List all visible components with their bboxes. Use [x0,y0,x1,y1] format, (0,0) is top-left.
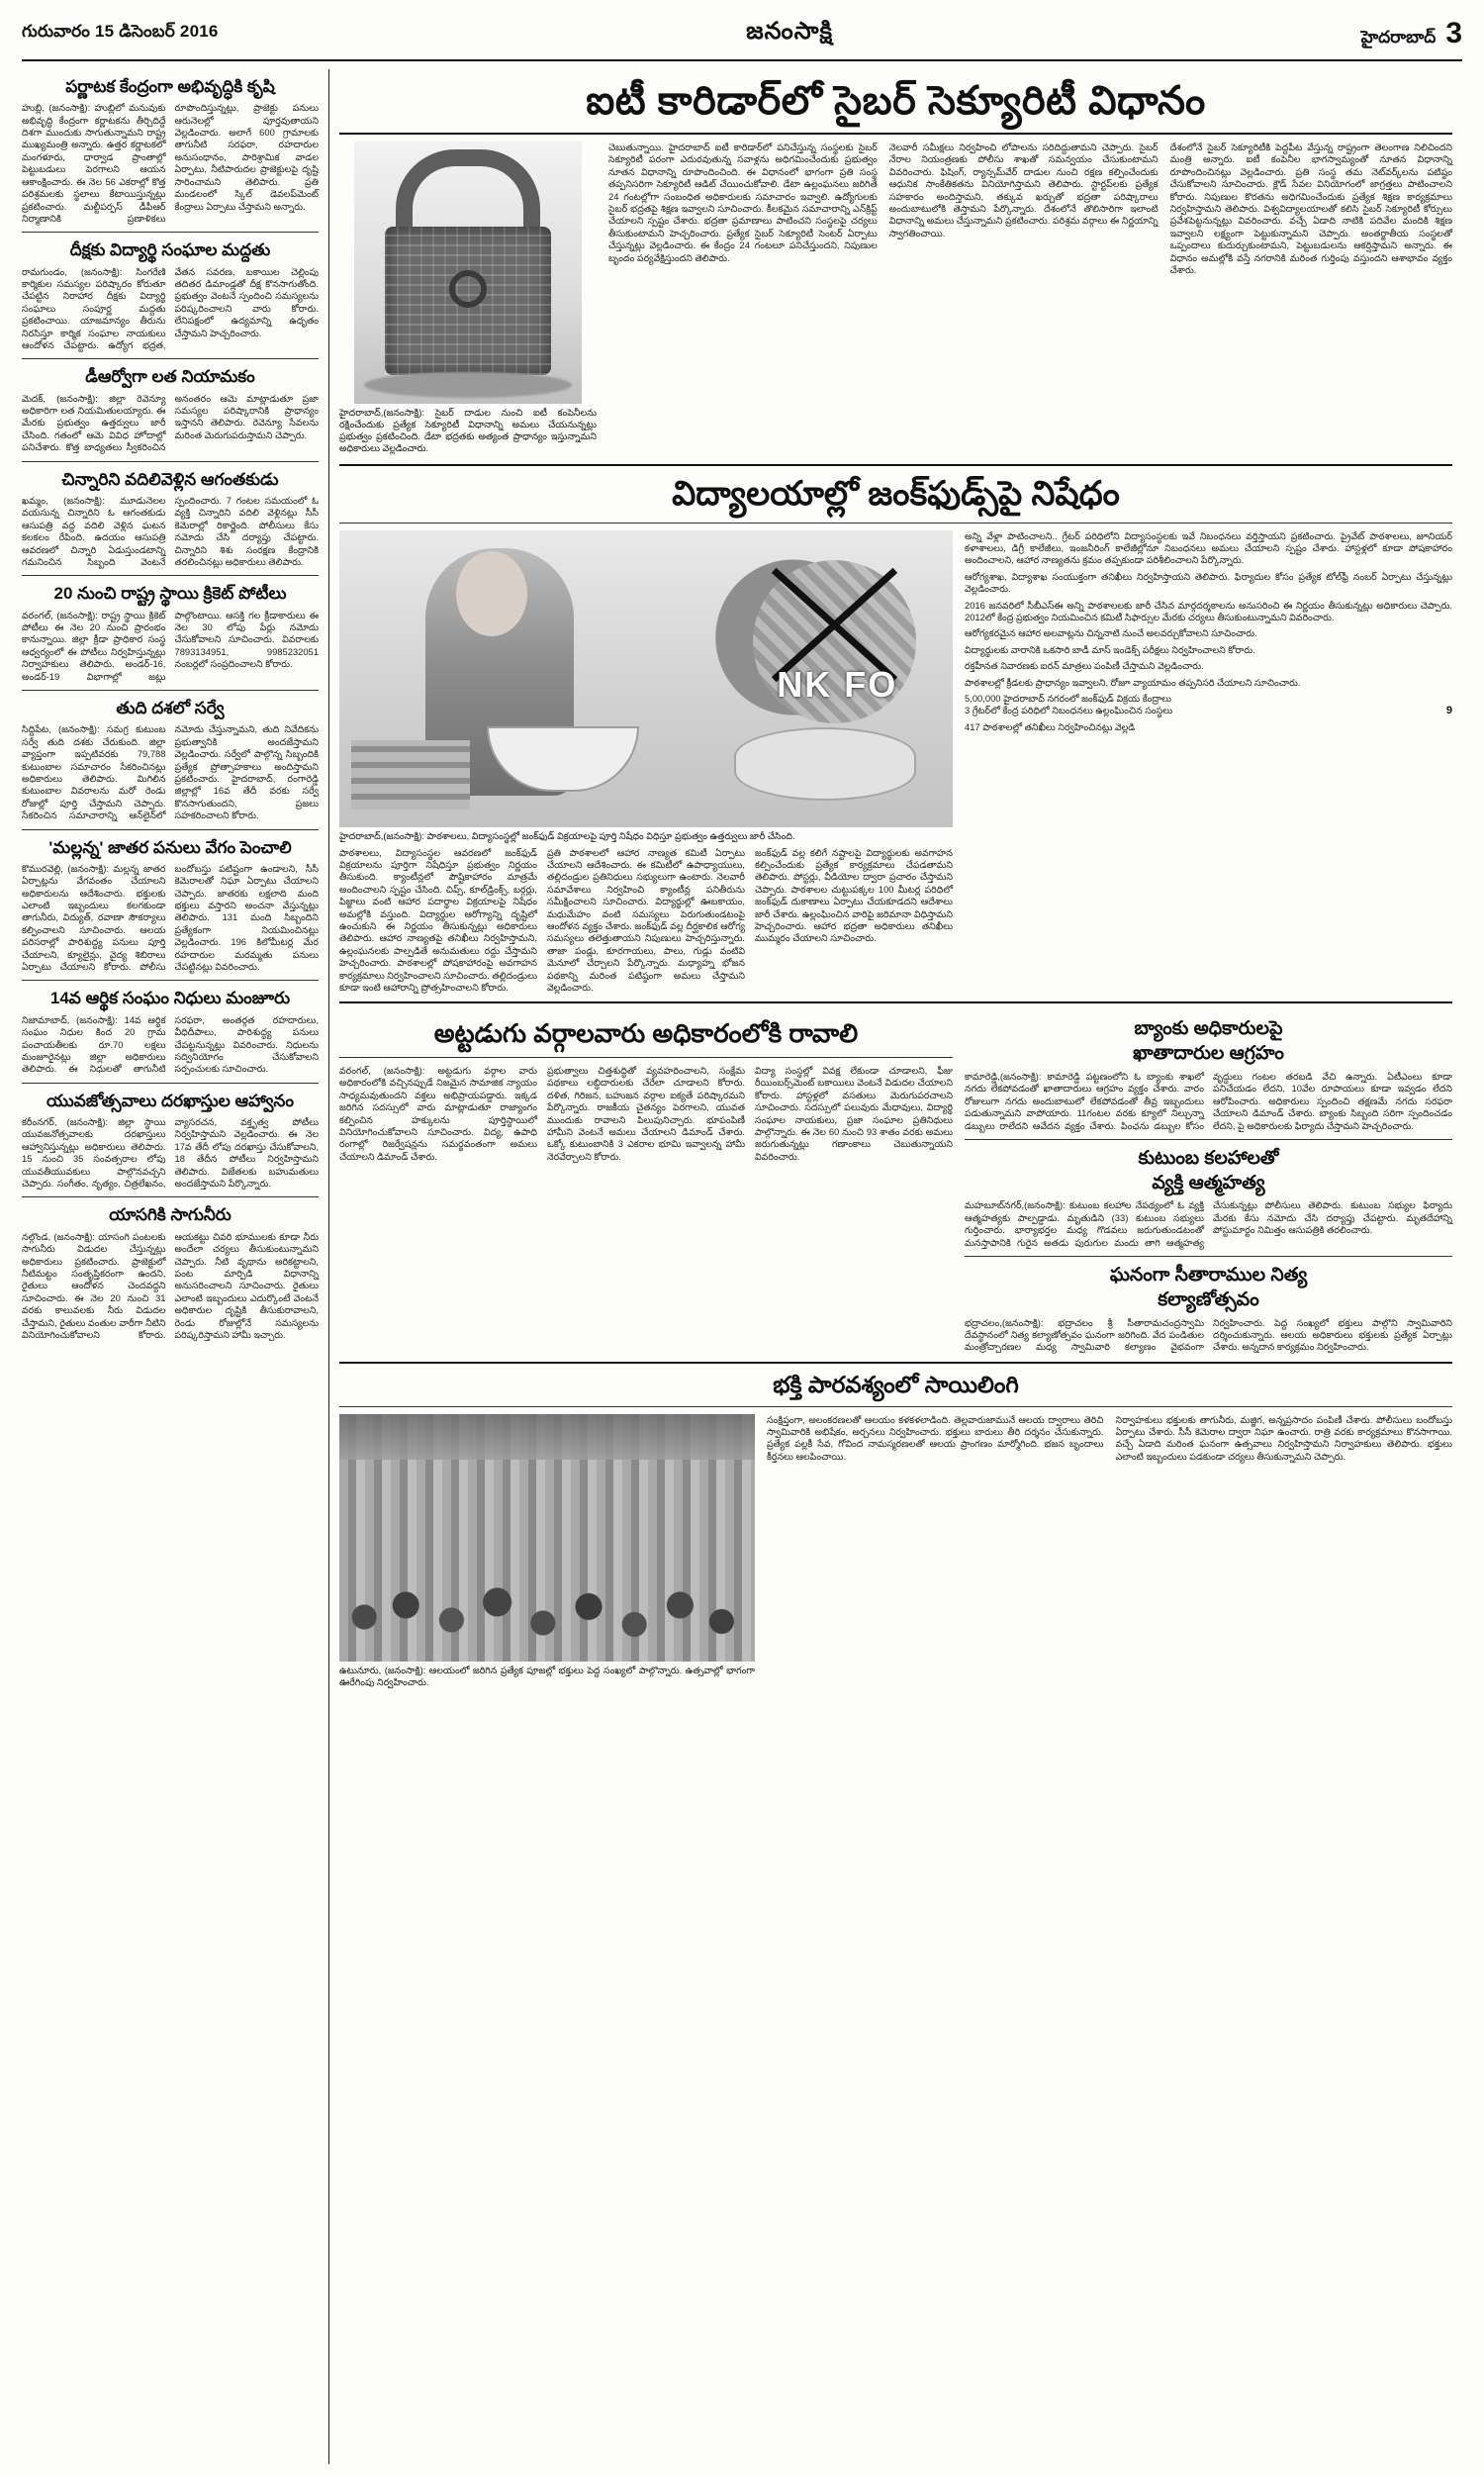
article-body: కొమురవెల్లి, (జనంసాక్షి): మల్లన్న జాతర ఏర్పాట్లను వేగవంతం చేయాలని అధికారులను ఆదేశించారు. భక్తులకు ఎలాంటి ఇబ్బందులు కలగకుండా తాగునీరు, విద్యుత్, రవాణా సౌకర్యాలు కల్పించాలని సూచించారు. ఆలయ పరిసరాల్లో పారిశుద్ధ్య పనులు పూర్తి చేయాలని, క్యూలైన్లు, వైద్య శిబిరాలు ఏర్పాటు చేయాలని కోరారు. పోలీసు బందోబస్తు పటిష్టంగా ఉండాలని, సీసీ కెమెరాలతో నిఘా ఏర్పాటు చేయాలని చెప్పారు. జాతరకు లక్షలాది మంది భక్తులు వస్తారని అంచనా వేస్తున్నట్లు తెలిపారు. 131 మంది సిబ్బందిని ప్రత్యేకంగా నియమించినట్లు వెల్లడించారు. 196 కిలోమీటర్ల మేర రహదారుల మరమ్మతు పనులు చేపట్టినట్లు వివరించారు. [22,862,319,973]
main-column [329,69,1462,2464]
article-dro-appointment [22,366,319,453]
crowd-photo-wrap [339,1414,755,1688]
cyber-lock-photo [354,142,582,404]
right-side-stories [965,1010,1452,1353]
headline: యువజోత్సవాలు దరఖాస్తుల ఆహ్వానం [46,1091,294,1110]
article-cricket [22,583,319,683]
headline: 20 నుంచి రాష్ట్ర స్థాయి క్రికెట్ పోటీలు [53,584,287,604]
page-body [22,69,1462,2464]
story-col-3: దేశంలోనే సైబర్ సెక్యూరిటీకి పెద్దపీట వేస్తున్న రాష్ట్రంగా తెలంగాణ నిలిచిందని మంత్రి అన్నారు. ఐటీ కంపెనీల భాగస్వామ్యంతో నూతన విధానాన్ని రూపొందించినట్లు వెల్లడించారు. ప్రతి సంస్థ తమ నెట్‌వర్క్‌లను పటిష్ఠం చేసుకోవాలని సూచించారు. క్లౌడ్ సేవల వినియోగంలో జాగ్రత్తలు పాటించాలని కోరారు. నిపుణుల కొరతను అధిగమించేందుకు ప్రత్యేక శిక్షణ కార్యక్రమాలు నిర్వహిస్తామని తెలిపారు. విశ్వవిద్యాలయాలతో కలిసి సైబర్ సెక్యూరిటీ కోర్సులు ప్రవేశపెట్టనున్నట్లు వివరించారు. వచ్చే ఏడాది నాటికి పదివేల మందికి శిక్షణ ఇవ్వాలని లక్ష్యంగా పెట్టుకున్నామని చెప్పారు. అంతర్జాతీయ సంస్థలతో ఒప్పందాలు కుదుర్చుకుంటామని, పెట్టుబడులను ఆకర్షిస్తామని అన్నారు. ఈ విధానం అమల్లోకి వస్తే నగరానికి మరింత గుర్తింపు వస్తుందని ఆశాభావం వ్యక్తం చేశారు. [1169,142,1452,276]
junk-food-photo-label: NK FO [777,663,898,705]
headline-line2: కల్యాణోత్సవం [1158,1288,1259,1310]
junk-food-photo [339,530,953,827]
article-students-support [22,239,319,351]
story-bank-protest [965,1017,1452,1132]
story-sitarama-kalyanam [965,1264,1452,1354]
article-body: నల్గొండ, (జనంసాక్షి): యాసంగి పంటలకు సాగునీరు విడుదల చేస్తున్నట్లు అధికారులు ప్రకటించారు. ప్రాజెక్టులో నీటిమట్టం సంతృప్తికరంగా ఉందని, రైతులు ఆందోళన చెందవద్దని సూచించారు. ఈ నెల 20 నుంచి 31 వరకు కాలువలకు నీరు విడుదల చేస్తామని, రైతులు వంతుల వారీగా నీటిని వినియోగించుకోవాలని కోరారు. ఆయకట్టు చివరి భూములకు కూడా నీరు అందేలా చర్యలు తీసుకుంటున్నామని చెప్పారు. నీటి వృథాను అరికట్టాలని, పంట మార్పిడి విధానాన్ని అనుసరించాలని సూచించారు. రైతులు ఎలాంటి ఇబ్బందులు ఎదుర్కొంటే వెంటనే అధికారుల దృష్టికి తీసుకురావాలని, రెండు రోజుల్లోనే సమస్యలను పరిష్కరిస్తామని హామీ ఇచ్చారు. [22,1230,319,1340]
article-body: మెదక్, (జనంసాక్షి): జిల్లా రెవెన్యూ అధికారిగా లత నియమితులయ్యారు. ఈ మేరకు ప్రభుత్వం ఉత్తర్వులు జారీ చేసింది. గతంలో ఆమె వివిధ హోదాల్లో పనిచేశారు. కొత్త బాధ్యతలు స్వీకరించిన అనంతరం ఆమె మాట్లాడుతూ ప్రజా సమస్యల పరిష్కారానికి ప్రాధాన్యం ఇస్తానని తెలిపారు. రెవెన్యూ సేవలను మరింత మెరుగుపరుస్తామని చెప్పారు. [22,392,319,453]
headline: యాసగికి సాగునీరు [109,1205,232,1225]
article-youth-festival [22,1091,319,1190]
page-number: 3 [1445,16,1462,49]
bhakti-col-2: నిర్వాహకులు భక్తులకు తాగునీరు, మజ్జిగ, అన్నప్రసాదం పంపిణీ చేశారు. పోలీసులు బందోబస్తు ఏర్పాటు చేశారు. సీసీ కెమెరాల ద్వారా నిఘా ఉంచారు. రాత్రి వరకు కార్యక్రమాలు కొనసాగాయి. వచ్చే ఏడాది మరింత ఘనంగా ఉత్సవాలు నిర్వహిస్తామని నిర్వాహకులు తెలిపారు. భక్తులు ఎలాంటి ఇబ్బందులు పడకుండా చర్యలు తీసుకున్నామని చెప్పారు. [1115,1413,1452,1462]
headline-line1: కుటుంబ కలహాలతో [1138,1147,1279,1169]
headline: అట్టడుగు వర్గాలవారు అధికారంలోకి రావాలి [433,1018,859,1049]
headline: భక్తి పారవశ్యంలో సాయిలింగి [773,1371,1019,1397]
headline: తుది దశలో సర్వే [116,699,225,718]
story-col-2: నెలవారీ సమీక్షలు నిర్వహించి లోపాలను సరిదిద్దుతామని చెప్పారు. సైబర్ నేరాల నియంత్రణకు పోలీసు శాఖతో సమన్వయం చేసుకుంటామని వివరించారు. ఫిషింగ్, ర్యాన్సమ్‌వేర్ దాడుల నుంచి రక్షణ కల్పించేందుకు ఆధునిక సాంకేతికతను వినియోగిస్తామని తెలిపారు. స్టార్టప్‌లకు ప్రత్యేక సహకారం అందిస్తామని, తక్కువ ఖర్చుతో భద్రతా పరిష్కారాలు అందుబాటులోకి తెస్తామని పేర్కొన్నారు. దేశంలోనే తొలిసారిగా ఇలాంటి విధానాన్ని అమలు చేస్తున్నామని ప్రకటించారు. పరిశ్రమ వర్గాలు ఈ నిర్ణయాన్ని స్వాగతించాయి. [888,142,1159,238]
headline: దీక్షకు విద్యార్థి సంఘాల మద్దతు [69,240,271,260]
headline-line1: బ్యాంకు అధికారులపై [1134,1018,1283,1040]
article-body: ఖమ్మం, (జనంసాక్షి): మూడునెలల వయసున్న చిన్నారిని ఓ ఆగంతకుడు ఆసుపత్రి వద్ద వదిలి వెళ్లిన ఘటన కలకలం రేపింది. ఉదయం ఆసుపత్రి ఆవరణలో చిన్నారి ఏడుస్తుండటాన్ని గమనించిన సిబ్బంది వెంటనే స్పందించారు. 7 గంటల సమయంలో ఓ వ్యక్తి చిన్నారిని వదిలి వెళ్లినట్లు సీసీ కెమెరాల్లో రికార్డైంది. పోలీసులు కేసు నమోదు చేసి దర్యాప్తు చేపట్టారు. చిన్నారిని శిశు సంరక్షణ కేంద్రానికి తరలించినట్లు అధికారులు తెలిపారు. [22,494,319,567]
story-cyber-security [339,76,1452,454]
stat-violation-count: 9 [1445,705,1452,717]
headline: చిన్నారిని వదిలివెళ్లిన ఆగంతకుడు [61,469,279,489]
note-2: 2016 జనవరిలో సీబీఎస్‌ఈ అన్ని పాఠశాలలకు జారీ చేసిన మార్గదర్శకాలను అనుసరించి ఈ నిర్ణయం తీసుకున్నట్లు అధికారులు చెప్పారు. 2012లో కేంద్ర ప్రభుత్వం నియమించిన కమిటీ సిఫార్సుల మేరకు చర్యలు తీసుకుంటున్నామని వివరించారు. [965,599,1452,622]
note-6: పాఠశాలల్లో క్రీడలకు ప్రాధాన్యం ఇవ్వాలని, రోజూ వ్యాయామం తప్పనిసరి చేయాలని సూచించారు. [965,676,1301,688]
edition-block [1361,17,1462,51]
publication-date: గురువారం 15 డిసెంబర్ 2016 [22,22,219,41]
article-body: కరీంనగర్, (జనంసాక్షి): జిల్లా స్థాయి యువజనోత్సవాలకు దరఖాస్తులు ఆహ్వానిస్తున్నట్లు అధికారులు తెలిపారు. 15 నుంచి 35 సంవత్సరాల లోపు యువతీయువకులు పాల్గొనవచ్చని చెప్పారు. సంగీతం, నృత్యం, చిత్రలేఖనం, వ్యాసరచన, వక్తృత్వ పోటీలు నిర్వహిస్తామని వెల్లడించారు. ఈ నెల 17వ తేదీ లోపు దరఖాస్తు చేసుకోవాలని, 18 తేదీన పోటీలు నిర్వహిస్తామని తెలిపారు. విజేతలకు బహుమతులు అందజేస్తామని పేర్కొన్నారు. [22,1116,319,1190]
note-4: విద్యార్థులకు వారానికి ఒకసారి బాడీ మాస్ ఇండెక్స్ పరీక్షలు నిర్వహించాలని కోరారు. [965,643,1255,655]
article-body: హుబ్లి, (జనంసాక్షి): హుబ్లిలో మనువుకు అభివృద్ధి కేంద్రంగా కర్ణాటకను తీర్చిదిద్దే దిశగా ముందుకు సాగుతున్నామని రాష్ట్ర ముఖ్యమంత్రి అన్నారు. ఉత్తర కర్ణాటకలో మంగళూరు, ధార్వాడ ప్రాంతాల్లో పెట్టుబడులు పెరగాలని ఆయన ఆకాంక్షించారు. ఈ నెల 56 ఎకరాల్లో కొత్త పరిశ్రమలకు స్థలాలు కేటాయిస్తున్నట్లు ప్రకటించారు. మల్టీపర్పస్ డీపీఆర్ నిర్మాణానికి ప్రణాళికలు రూపొందిస్తున్నట్లు, ప్రాజెక్టు పనులు ఆరునెలల్లో పూర్తవుతాయని వెల్లడించారు. అలాగే 600 గ్రామాలకు తాగునీటి సరఫరా, రహదారుల అనుసంధానం, పారిశ్రామిక వాడల ఏర్పాటు, నీటిపారుదల ప్రాజెక్టులపై దృష్టి సారించామని తెలిపారు. ప్రతి మండలంలో స్కిల్ డెవలప్‌మెంట్ కేంద్రాలు ఏర్పాటు చేస్తామని అన్నారు. [22,102,319,224]
article-body: వరంగల్, (జనంసాక్షి): రాష్ట్ర స్థాయి క్రికెట్ పోటీలు ఈ నెల 20 నుంచి ప్రారంభం కానున్నాయి. జిల్లా క్రీడా ప్రాధికార సంస్థ ఆధ్వర్యంలో ఈ పోటీలు నిర్వహిస్తున్నట్లు నిర్వాహకులు తెలిపారు. అండర్-16, అండర్-19 విభాగాల్లో జట్లు పాల్గొంటాయి. ఆసక్తి గల క్రీడాకారులు ఈ నెల 30 లోపు పేర్లు నమోదు చేసుకోవాలని సూచించారు. వివరాలకు 7893134951, 9985232051 నంబర్లలో సంప్రదించాలని కోరారు. [22,609,319,682]
stat-violations: 3 గ్రేటర్‌లో కేంద్ర పరిధిలో నిబంధనలు ఉల్లంఘించిన సంస్థలు [965,705,1173,716]
story-col-1: చెబుతున్నాయి. హైదరాబాద్ ఐటీ కారిడార్‌లో పనిచేస్తున్న సంస్థలకు సైబర్ సెక్యూరిటీ పరంగా ఎదురవుతున్న సవాళ్లను అధిగమించేందుకు ప్రభుత్వం నూతన విధానాన్ని రూపొందించింది. ఈ విధానంలో భాగంగా ప్రతి సంస్థ తప్పనిసరిగా సెక్యూరిటీ ఆడిట్ చేయించుకోవాలి. డేటా ఉల్లంఘనలు జరిగితే 24 గంటల్లోగా సంబంధిత అధికారులకు సమాచారం ఇవ్వాలి. ఉద్యోగులకు సైబర్ భద్రతపై శిక్షణ ఇవ్వాలని సూచించారు. కీలకమైన సమాచారాన్ని ఎన్‌క్రిప్ట్ చేయాలని స్పష్టం చేశారు. భద్రతా ప్రమాణాలు పాటించని సంస్థలపై చర్యలు తీసుకుంటామని హెచ్చరించారు. ప్రత్యేక సైబర్ సెక్యూరిటీ సెంటర్ ఏర్పాటు చేస్తున్నట్లు వెల్లడించారు. ఈ కేంద్రం 24 గంటలూ పనిచేస్తుందని, నిపుణుల బృందం పర్యవేక్షిస్తుందని తెలిపారు. [608,142,878,263]
newspaper-logo: జనంసాక్షి [746,17,833,45]
article-body: భద్రాచలం,(జనంసాక్షి): భద్రాచలం శ్రీ సీతారామచంద్రస్వామి దేవస్థానంలో నిత్య కల్యాణోత్సవం ఘనంగా జరిగింది. వేద పండితుల మంత్రోచ్చారణల మధ్య స్వామివారి కల్యాణం వైభవంగా నిర్వహించారు. పెద్ద సంఖ్యలో భక్తులు పాల్గొని స్వామివారిని దర్శించుకున్నారు. ఆలయ అధికారులు భక్తులకు ప్రత్యేక ఏర్పాట్లు చేశారు. అన్నదాన కార్యక్రమం నిర్వహించారు. [965,1316,1452,1353]
article-body: మహబూబ్‌నగర్,(జనంసాక్షి): కుటుంబ కలహాల నేపథ్యంలో ఓ వ్యక్తి ఆత్మహత్యకు పాల్పడ్డాడు. మృతుడిని (33) కుటుంబ సభ్యులు గుర్తించారు. భార్యాభర్తల మధ్య గొడవలు జరుగుతుండటంతో మనస్తాపానికి గురైన అతడు పురుగుల మందు తాగి ఆత్మహత్య చేసుకున్నట్లు పోలీసులు తెలిపారు. కుటుంబ సభ్యుల ఫిర్యాదు మేరకు కేసు నమోదు చేసి దర్యాప్తు చేపట్టారు. మృతదేహాన్ని పోస్టుమార్టం నిమిత్తం ఆసుపత్రికి తరలించారు. [965,1199,1452,1248]
headline: 14వ ఆర్థిక సంఘం నిధులు మంజూరు [49,989,291,1008]
article-mallanna-jatara [22,837,319,974]
photo-caption: హైదరాబాద్,(జనంసాక్షి): పాఠశాలలు, విద్యాసంస్థల్లో జంక్‌ఫుడ్ విక్రయాలపై పూర్తి నిషేధం విధిస్తూ ప్రభుత్వం ఉత్తర్వులు జారీ చేసింది. [339,829,795,841]
sj-col-2: ప్రభుత్వాలు చిత్తశుద్ధితో వ్యవహరించాలని, సంక్షేమ పథకాలు లబ్ధిదారులకు చేరేలా చూడాలని కోరారు. దళిత, గిరిజన, బహుజన వర్గాల ఐక్యతే పరిష్కారమని పేర్కొన్నారు. రాజకీయ చైతన్యం పెరగాలని, యువత ముందుకు రావాలని పిలుపునిచ్చారు. భూపంపిణీ హామీని వెంటనే అమలు చేయాలని డిమాండ్ చేశారు. ఒక్కో కుటుంబానికి 3 ఎకరాల భూమి ఇవ్వాలన్న హామీ నెరవేర్చాలని కోరారు. [547,1064,745,1162]
masthead [22,14,1462,61]
sj-col-3: విద్యా సంస్థల్లో వివక్ష లేకుండా చూడాలని, ఫీజు రీయింబర్స్‌మెంట్ బకాయిలు వెంటనే విడుదల చేయాలని కోరారు. హాస్టళ్లలో వసతులు మెరుగుపరచాలని సూచించారు. సదస్సులో పలువురు మేధావులు, విద్యార్థి సంఘాల నాయకులు, ప్రజా సంఘాల ప్రతినిధులు పాల్గొన్నారు. ఈ నెల 60 నుంచి 93 శాతం వరకు అమలు జరుగుతున్నట్లు గణాంకాలు చెబుతున్నాయని వివరించారు. [755,1064,953,1162]
headline: పర్ణాటక కేంద్రంగా అభివృద్ధికి కృషి [65,77,275,96]
story-junk-food [339,473,1452,994]
article-body: సిద్దిపేట, (జనంసాక్షి): సమగ్ర కుటుంబ సర్వే తుది దశకు చేరుకుంది. జిల్లా వ్యాప్తంగా ఇప్పటివరకు 79,788 కుటుంబాల సమాచారం సేకరించినట్లు అధికారులు తెలిపారు. మిగిలిన కుటుంబాల వివరాలను మరో రెండు రోజుల్లో పూర్తి చేస్తామని చెప్పారు. సేకరించిన సమాచారాన్ని ఆన్‌లైన్‌లో నమోదు చేస్తున్నామని, తుది నివేదికను ప్రభుత్వానికి అందజేస్తామని వెల్లడించారు. సర్వేలో పాల్గొన్న సిబ్బందికి ప్రత్యేక ప్రోత్సాహకాలు అందిస్తామని ప్రకటించారు. హైదరాబాద్, రంగారెడ్డి జిల్లాల్లో 16వ తేదీ వరకు సర్వే కొనసాగుతుందని, ప్రజలు సహకరించాలని కోరారు. [22,723,319,821]
headline: డీఆర్వోగా లత నియామకం [85,367,255,387]
headline-line2: ఖాతాదారుల ఆగ్రహం [1133,1043,1284,1065]
article-survey [22,698,319,822]
article-body: కామారెడ్డి,(జనంసాక్షి): కామారెడ్డి పట్టణంలోని ఓ బ్యాంకు శాఖలో నగదు లేకపోవడంతో ఖాతాదారులు ఆగ్రహం వ్యక్తం చేశారు. వారం రోజులుగా నగదు అందుబాటులో లేకపోవడంతో తీవ్ర ఇబ్బందులు పడుతున్నామని వాపోయారు. 11గంటల వరకు క్యూలో నిల్చున్నా డబ్బులు రాలేదని ఆవేదన వ్యక్తం చేశారు. పింఛను డబ్బుల కోసం వృద్ధులు గంటల తరబడి వేచి ఉన్నారు. ఏటీఎంలు కూడా పనిచేయడం లేదని, 10వేల రూపాయలు కూడా ఇవ్వడం లేదని ఆరోపించారు. అధికారులు స్పందించి తక్షణమే నగదు సరఫరా చేయాలని డిమాండ్ చేశారు. బ్యాంకు సిబ్బంది సరిగా స్పందించడం లేదని, పై అధికారులకు ఫిర్యాదు చేస్తామని హెచ్చరించారు. [965,1070,1452,1131]
article-body: నిజామాబాద్, (జనంసాక్షి): 14వ ఆర్థిక సంఘం నిధుల కింద 20 గ్రామ పంచాయతీలకు రూ.70 లక్షలు మంజూరైనట్లు జిల్లా అధికారులు తెలిపారు. ఈ నిధులతో తాగునీటి సరఫరా, అంతర్గత రహదారులు, వీధిదీపాలు, పారిశుద్ధ్య పనులు చేపట్టనున్నట్లు వివరించారు. నిధులను సద్వినియోగం చేసుకోవాలని సర్పంచులకు సూచించారు. [22,1013,319,1075]
cyber-lock-photo-wrap [339,142,597,454]
junk-col-2: ప్రతి పాఠశాలలో ఆహార నాణ్యత కమిటీ ఏర్పాటు చేయాలని ఆదేశించారు. ఈ కమిటీలో ఉపాధ్యాయులు, తల్లిదండ్రుల ప్రతినిధులు సభ్యులుగా ఉంటారు. నెలవారీ సమావేశాలు నిర్వహించి క్యాంటీన్ల పనితీరును సమీక్షించాలని సూచించారు. విద్యార్థుల్లో ఊబకాయం, మధుమేహం వంటి సమస్యలు పెరుగుతుండటంపై ఆందోళన వ్యక్తం చేశారు. జంక్‌ఫుడ్ వల్ల దీర్ఘకాలిక ఆరోగ్య సమస్యలు తలెత్తుతాయని నిపుణులు హెచ్చరిస్తున్నారు. తాజా పండ్లు, కూరగాయలు, పాలు, గుడ్లు వంటివి మెనూలో చేర్చాలని పేర్కొన్నారు. మధ్యాహ్న భోజన పథకాన్ని మరింత పటిష్ఠంగా అమలు చేస్తామని వెల్లడించారు. [547,846,745,993]
junk-photo-wrap [339,530,953,995]
sj-col-1: వరంగల్, (జనంసాక్షి): అట్టడుగు వర్గాల వారు అధికారంలోకి వచ్చినప్పుడే నిజమైన సామాజిక న్యాయం సాధ్యమవుతుందని వక్తలు అభిప్రాయపడ్డారు. ఇక్కడ జరిగిన సదస్సులో వారు మాట్లాడుతూ రాజ్యాంగం కల్పించిన హక్కులను పూర్తిస్థాయిలో వినియోగించుకోవాలని సూచించారు. విద్య, ఉపాధి రంగాల్లో రిజర్వేషన్లను సమర్థవంతంగా అమలు చేయాలని డిమాండ్ చేశారు. [339,1064,537,1162]
article-finance-commission [22,988,319,1075]
headline-line2: వ్యక్తి ఆత్మహత్య [1152,1172,1265,1193]
bhakti-col-1: సంక్షిప్తంగా, అలంకరణలతో ఆలయం కళకళలాడింది. తెల్లవారుజామునే ఆలయ ద్వారాలు తెరిచి స్వామివారికి అభిషేకం, అర్చనలు నిర్వహించారు. భక్తులు బారులు తీరి దర్శనం చేసుకున్నారు. ప్రత్యేక పల్లకీ సేవ, గోవింద నామస్మరణలతో ఆలయ ప్రాంగణం మార్మోగింది. భజన బృందాలు కీర్తనలు ఆలపించాయి. [767,1413,1104,1462]
note-5: రక్తహీనత నివారణకు ఐరన్ మాత్రలు పంపిణీ చేస్తామని వెల్లడించారు. [965,660,1204,672]
article-body: రామగుండం, (జనంసాక్షి): సింగరేణి కార్మికుల సమస్యల పరిష్కారం కోరుతూ చేపట్టిన నిరాహార దీక్షకు విద్యార్థి సంఘాలు సంపూర్ణ మద్దతు ప్రకటించాయి. యాజమాన్యం తీరును నిరసిస్తూ కార్మిక సంఘాల నాయకులు ఆందోళన చేపట్టారు. ఉద్యోగ భద్రత, వేతన సవరణ, బకాయిల చెల్లింపు తదితర డిమాండ్లతో దీక్ష కొనసాగుతోంది. ప్రభుత్వం వెంటనే స్పందించి సమస్యలను పరిష్కరించాలని వారు కోరారు. లేనిపక్షంలో ఉద్యమాన్ని ఉధృతం చేస్తామని హెచ్చరించారు. [22,265,319,350]
devotees-crowd-photo [339,1414,755,1662]
left-column [22,69,329,2464]
story-suicide [965,1147,1452,1249]
story-social-justice [339,1010,953,1353]
article-irrigation [22,1204,319,1341]
junk-col-1: పాఠశాలలు, విద్యాసంస్థల ఆవరణలో జంక్‌ఫుడ్ విక్రయాలను పూర్తిగా నిషేధిస్తూ ప్రభుత్వం నిర్ణయం తీసుకుంది. క్యాంటీన్లలో పౌష్టికాహారం మాత్రమే అందించాలని స్పష్టం చేసింది. చిప్స్, కూల్‌డ్రింక్స్, బర్గర్లు, పిజ్జాలు వంటి ఆహార పదార్థాల విక్రయాలపై నిషేధం అమల్లోకి వస్తుంది. విద్యార్థుల ఆరోగ్యాన్ని దృష్టిలో ఉంచుకుని ఈ నిర్ణయం తీసుకున్నట్లు అధికారులు తెలిపారు. ఆహార నాణ్యతపై తనిఖీలు నిర్వహిస్తామని, ఉల్లంఘనలకు పాల్పడితే అనుమతులు రద్దు చేస్తామని హెచ్చరించారు. పాఠశాలల్లో పోషకాహారంపై అవగాహన కార్యక్రమాలు నిర్వహించాలని సూచించారు. తల్లిదండ్రులు కూడా ఇంటి ఆహారాన్ని ప్రోత్సహించాలని కోరారు. [339,846,537,993]
story-bhakti [339,1371,1452,1688]
photo-caption: ఉటునూరు, (జనంసాక్షి): ఆలయంలో జరిగిన ప్రత్యేక పూజల్లో భక్తులు పెద్ద సంఖ్యలో పాల్గొన్నారు. ఉత్సవాల్లో భాగంగా ఊరేగింపు నిర్వహించారు. [339,1664,755,1687]
headline: ఐటీ కారిడార్‌లో సైబర్ సెక్యూరిటీ విధానం [586,79,1206,123]
note-1: ఆరోగ్యశాఖ, విద్యాశాఖ సంయుక్తంగా తనిఖీలు నిర్వహిస్తాయని తెలిపారు. ఫిర్యాదుల కోసం ప్రత్యేక టోల్‌ఫ్రీ నంబర్ ఏర్పాటు చేస్తున్నట్లు వెల్లడించారు. [965,570,1452,595]
photo-caption: హైదరాబాద్,(జనంసాక్షి): సైబర్ దాడుల నుంచి ఐటీ కంపెనీలను రక్షించేందుకు ప్రత్యేక సెక్యూరిటీ విధానాన్ని అమలు చేయనున్నట్లు ప్రభుత్వం ప్రకటించింది. డేటా భద్రతకు అత్యంత ప్రాధాన్యం ఇస్తున్నామని అధికారులు వెల్లడించారు. [339,407,597,453]
article-abandoned-child [22,469,319,569]
headline: 'మల్లన్న' జాతర పనులు వేగం పెంచాలి [48,837,292,857]
headline-line1: ఘనంగా సీతారాముల నిత్య [1109,1265,1308,1286]
stat-inspections: 417 పాఠశాలల్లో తనిఖీలు నిర్వహించినట్లు వెల్లడి [965,720,1136,732]
junk-right-notes [965,530,1452,995]
note-3: ఆరోగ్యకరమైన ఆహార అలవాట్లను చిన్ననాటి నుంచే అలవర్చుకోవాలని సూచించారు. [965,627,1257,639]
stat-total-outlets: 5,00,000 హైదరాబాద్ నగరంలో జంక్‌ఫుడ్ విక్రయ కేంద్రాలు [965,692,1171,704]
headline: విద్యాలయాల్లో జంక్‌ఫుడ్స్‌పై నిషేధం [672,475,1120,513]
edition-name: హైదరాబాద్ [1360,27,1437,47]
note-0: అన్ని వేళ్లా పాటించాలని.. గ్రేటర్ పరిధిలోని విద్యాసంస్థలకు ఇవే నిబంధనలు వర్తిస్తాయని ప్రకటించారు. ప్రైవేట్ పాఠశాలలు, జూనియర్ కళాశాలలు, డిగ్రీ కాలేజీలు, ఇంజనీరింగ్ కాలేజీల్లోనూ నిబంధనలు అమలు చేయాలని స్పష్టం చేశారు. హాస్టళ్లలో కూడా పోషకాహారం అందించాలని, ఆహార నాణ్యతను క్రమం తప్పకుండా పరిశీలించాలని పేర్కొన్నారు. [965,529,1452,566]
junk-col-3: జంక్‌ఫుడ్ వల్ల కలిగే నష్టాలపై విద్యార్థులకు అవగాహన కల్పించేందుకు ప్రత్యేక కార్యక్రమాలు చేపడతామని తెలిపారు. పోస్టర్లు, వీడియోల ద్వారా ప్రచారం చేస్తామని చెప్పారు. పాఠశాలల చుట్టుపక్కల 100 మీటర్ల పరిధిలో జంక్‌ఫుడ్ దుకాణాలు ఏర్పాటు చేయకూడదని ఆదేశాలు జారీ చేశారు. ఉల్లంఘించిన వారిపై జరిమానా విధిస్తామని హెచ్చరించారు. ఆహార భద్రతా అధికారులు తనిఖీలు ముమ్మరం చేయాలని సూచించారు. [755,846,953,944]
article-karnataka [22,76,319,225]
